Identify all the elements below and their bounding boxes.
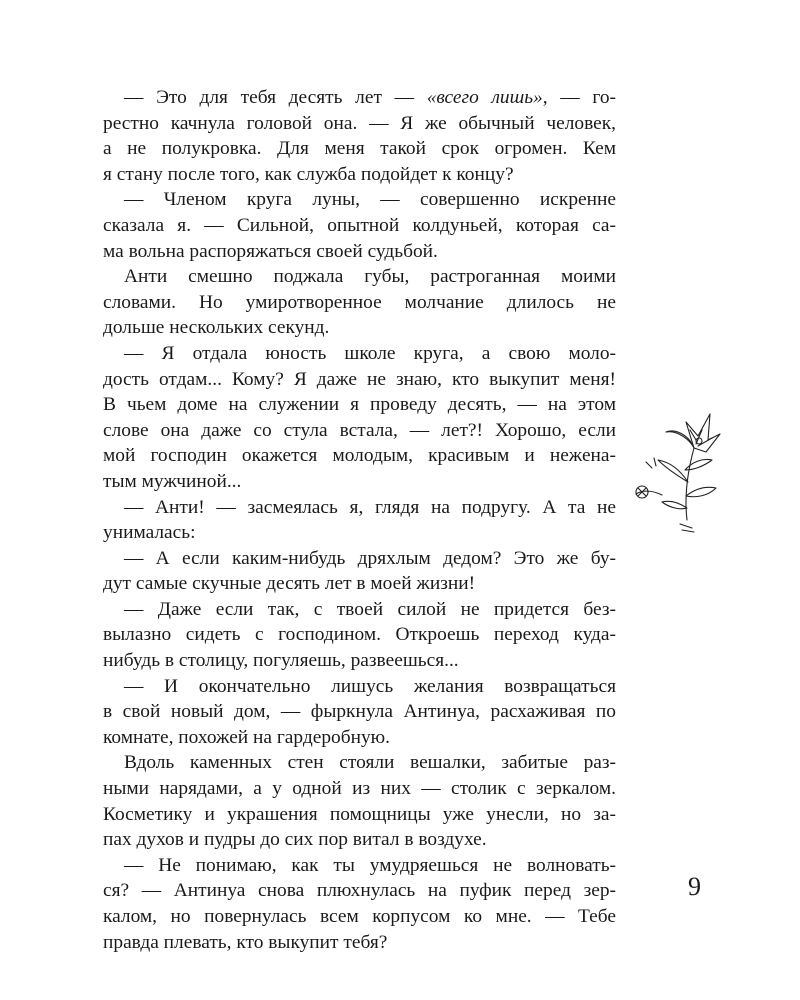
text-line: комнате, похожей на гардеробную.: [103, 726, 390, 748]
text-line: [103, 85, 616, 111]
text-line: словами. Но умиротворенное молчание длилось не: [103, 291, 616, 313]
text-line: В чьем доме на служении я проведу десять, — на этом: [103, 394, 616, 416]
text-line: сказала я. — Сильной, опытной колдуньей, которая са-: [103, 214, 616, 236]
text-line: в свой новый дом, — фыркнула Антинуа, расхаживая по: [103, 701, 616, 723]
text-line: слове она даже со стула встала, — лет?! Хорошо, если: [103, 419, 616, 441]
text-line: вылазно сидеть с господином. Откроешь переход куда-: [103, 624, 616, 646]
text-line: рестно качнула головой она. — Я же обычный человек,: [103, 112, 616, 134]
text-line: нибудь в столицу, погуляешь, развеешься...: [103, 650, 459, 672]
text-line: — Не понимаю, как ты умудряешься не волновать-: [124, 854, 616, 876]
text-line: — А если каким-нибудь дряхлым дедом? Это же бу-: [124, 547, 616, 569]
text-line: — И окончательно лишусь желания возвращаться: [124, 675, 616, 697]
text-line: я стану после того, как служба подойдет к концу?: [103, 163, 514, 185]
text-line: дость отдам... Кому? Я даже не знаю, кто выкупит меня!: [103, 368, 616, 390]
text-line: ся? — Антинуа снова плюхнулась на пуфик перед зер-: [103, 880, 616, 902]
text-line: правда плевать, кто выкупит тебя?: [103, 931, 388, 953]
page-text: [103, 85, 616, 955]
text-line: Анти смешно поджала губы, растроганная моими: [124, 266, 616, 288]
text-line: — Анти! — засмеялась я, глядя на подругу. А та не: [124, 496, 616, 518]
text-line: Вдоль каменных стен стояли вешалки, забитые раз-: [124, 752, 616, 774]
text-line: ными нарядами, а у одной из них — столик с зеркалом.: [103, 778, 616, 800]
text-line: дольше нескольких секунд.: [103, 317, 330, 339]
text-line: а не полукровка. Для меня такой срок огромен. Кем: [103, 138, 616, 160]
text-segment: — Это для тебя десять лет —: [124, 87, 414, 108]
text-line: — Членом круга луны, — совершенно искренне: [124, 189, 616, 211]
text-line: тым мужчиной...: [103, 470, 242, 492]
text-segment: , — го-: [542, 87, 616, 108]
text-line: ма вольна распоряжаться своей судьбой.: [103, 240, 438, 262]
text-line: калом, но повернулась всем корпусом ко мне. — Тебе: [103, 906, 616, 927]
emphasis-text: «всего лишь»: [426, 87, 543, 108]
text-line: Косметику и украшения помощницы уже унесли, но за-: [103, 803, 616, 825]
text-line: — Я отдала юность школе круга, а свою моло-: [124, 342, 616, 364]
flower-sketch-icon: [632, 400, 722, 540]
text-line: мой господин окажется молодым, красивым и нежена-: [103, 445, 616, 467]
text-line: — Даже если так, с твоей силой не придется без-: [124, 598, 616, 620]
text-line: пах духов и пудры до сих пор витал в воздухе.: [103, 829, 487, 851]
text-line: дут самые скучные десять лет в моей жизни!: [103, 573, 476, 595]
page-number: 9: [688, 872, 701, 901]
text-line: унималась:: [103, 522, 196, 544]
